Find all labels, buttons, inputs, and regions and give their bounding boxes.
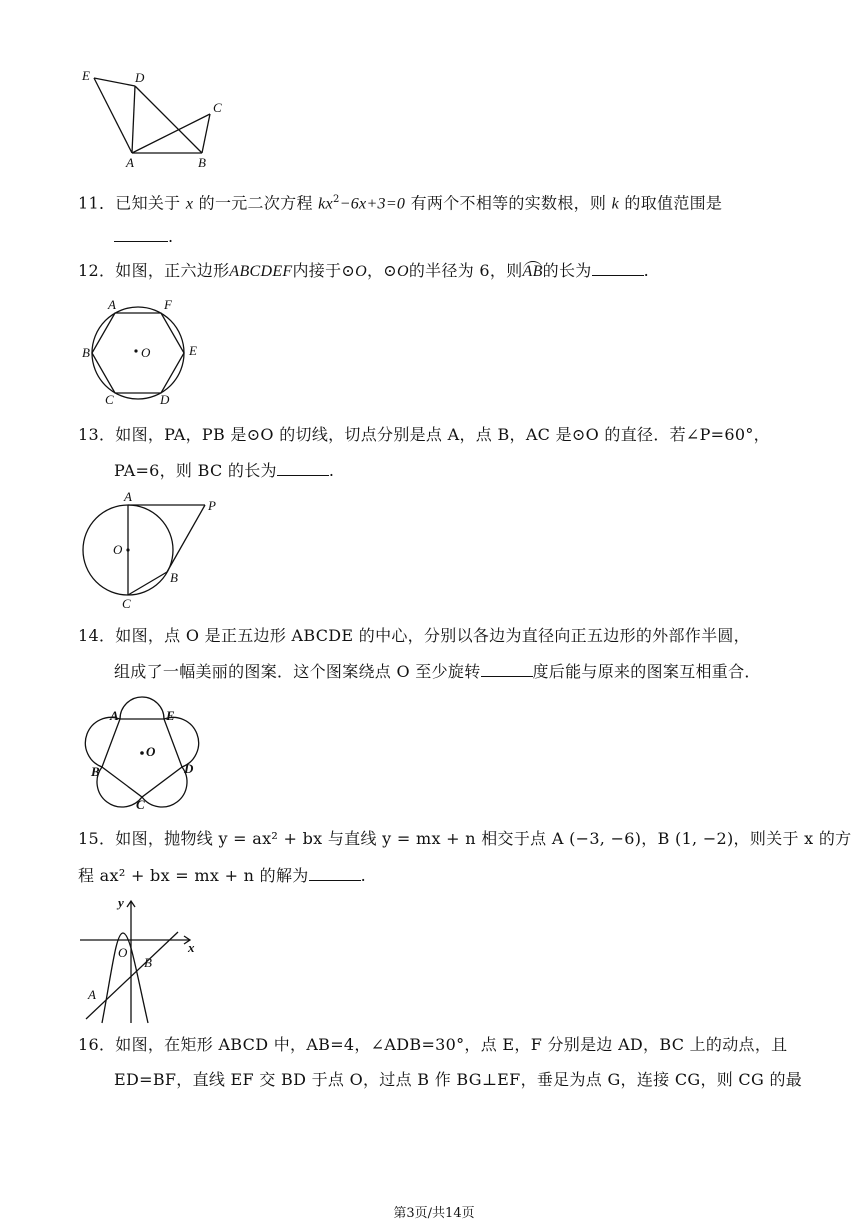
label-O: O	[118, 945, 128, 960]
label-P: P	[208, 498, 216, 513]
label-O: O	[141, 345, 151, 360]
question-12-line-1: 12．如图，正六边形ABCDEF内接于⊙O，⊙O的半径为 6，则AB的长为 .	[78, 261, 649, 280]
label-y: y	[118, 895, 124, 910]
label-O: O	[146, 744, 156, 759]
label-A: A	[88, 987, 96, 1002]
label-E: E	[189, 343, 197, 358]
label-C: C	[122, 596, 131, 611]
label-C: C	[213, 100, 222, 115]
question-15-line-2: 程 ax² + bx = mx + n 的解为 .	[78, 866, 366, 885]
label-B: B	[144, 955, 152, 970]
label-C: C	[105, 392, 114, 407]
label-D: D	[135, 70, 145, 85]
question-14-line-2: 组成了一幅美丽的图案．这个图案绕点 O 至少旋转 度后能与原来的图案互相重合．	[114, 662, 761, 681]
figure-q14	[80, 694, 210, 814]
label-E: E	[166, 708, 175, 723]
answer-blank-12[interactable]	[592, 259, 644, 276]
figure-q10	[80, 68, 240, 173]
label-x: x	[188, 940, 195, 955]
label-D: D	[160, 392, 170, 407]
label-B: B	[198, 155, 206, 170]
label-A: A	[110, 708, 119, 723]
figure-q13	[80, 490, 230, 615]
label-A: A	[108, 297, 116, 312]
figure-q15	[78, 895, 208, 1027]
label-O: O	[113, 542, 123, 557]
question-11-line-2: .	[114, 225, 173, 248]
label-D: D	[184, 761, 194, 776]
label-A: A	[126, 155, 134, 170]
answer-blank-11[interactable]	[114, 225, 168, 242]
question-16-line-2: ED=BF，直线 EF 交 BD 于点 O，过点 B 作 BG⊥EF，垂足为点 G，连接 CG，则 CG 的最	[114, 1070, 803, 1089]
question-11-line-1: 11．已知关于 x 的一元二次方程 $kx^2-6x+3=0$ 有两个不相等的实数根，则 k 的取值范围是	[78, 193, 723, 213]
question-13-line-1: 13．如图，PA，PB 是⊙O 的切线，切点分别是点 A，点 B，AC 是⊙O 的直径．若∠P=60°，	[78, 425, 770, 444]
question-14-line-1: 14．如图，点 O 是正五边形 ABCDE 的中心，分别以各边为直径向正五边形的外部作半圆，	[78, 626, 750, 645]
question-15-line-1: 15．如图，抛物线 y = ax² + bx 与直线 y = mx + n 相交于点 A (−3, −6)，B (1, −2)，则关于 x 的方	[78, 829, 852, 848]
answer-blank-13[interactable]	[277, 459, 329, 476]
label-B: B	[170, 570, 178, 585]
label-F: F	[164, 297, 172, 312]
page-footer: 第3页/共14页	[393, 1206, 475, 1221]
label-C: C	[136, 797, 145, 812]
question-13-line-2: PA=6，则 BC 的长为 .	[114, 461, 335, 480]
label-E: E	[82, 68, 90, 83]
label-A: A	[124, 489, 132, 504]
arc-ab: AB	[522, 263, 543, 280]
label-B: B	[82, 345, 90, 360]
question-16-line-1: 16．如图，在矩形 ABCD 中，AB=4，∠ADB=30°，点 E，F 分别是边 AD，BC 上的动点，且	[78, 1035, 788, 1054]
figure-q12	[80, 298, 210, 408]
answer-blank-15[interactable]	[309, 864, 361, 881]
answer-blank-14[interactable]	[481, 660, 533, 677]
label-B: B	[91, 764, 100, 779]
